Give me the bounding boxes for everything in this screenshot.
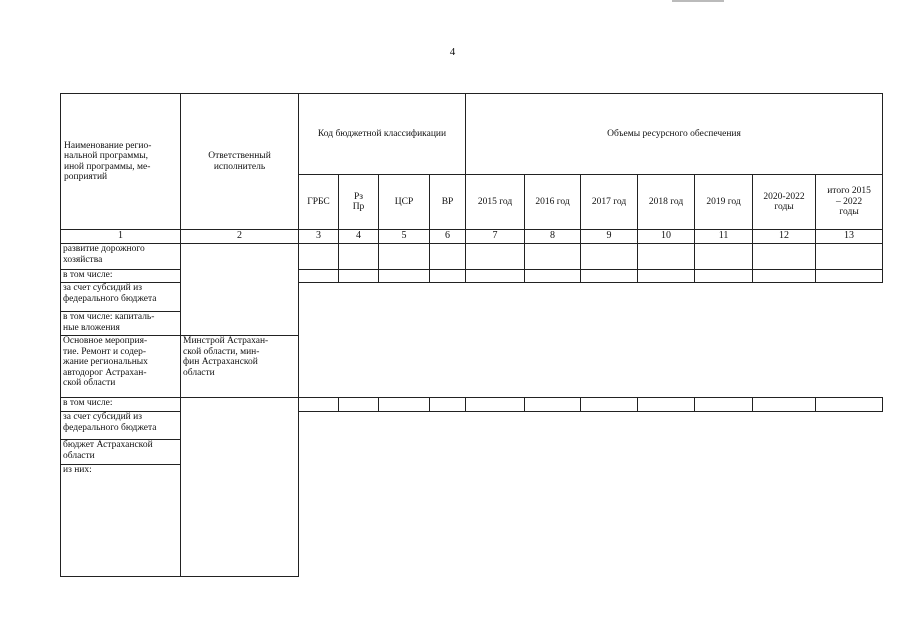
header-2019: 2019 год — [695, 175, 753, 230]
top-edge-mark — [672, 0, 724, 2]
table-row — [61, 336, 883, 398]
header-grbs: ГРБС — [299, 175, 339, 230]
col-num: 6 — [430, 230, 466, 244]
header-2020-2022: 2020-2022 годы — [753, 175, 816, 230]
col-num: 2 — [181, 230, 299, 244]
executor-cell — [181, 398, 299, 577]
col-num: 7 — [466, 230, 525, 244]
header-executor: Ответственный исполнитель — [181, 94, 299, 230]
col-num: 13 — [816, 230, 883, 244]
header-name: Наименование регио- нальной программы, иной программы, ме- роприятий — [61, 94, 181, 230]
row-label: развитие дорожного хозяйства — [61, 244, 181, 270]
executor-label: Минстрой Астрахан- ской области, мин- фин Астраханской области — [181, 336, 299, 398]
table-row — [61, 398, 883, 412]
row-label: бюджет Астраханской области — [61, 440, 181, 465]
header-budget-code: Код бюджетной классификации — [299, 94, 466, 175]
row-label: за счет субсидий из федерального бюджета — [61, 412, 181, 440]
row-label: в том числе: — [61, 398, 181, 412]
header-2016: 2016 год — [525, 175, 581, 230]
row-label: из них: — [61, 465, 181, 577]
col-num: 11 — [695, 230, 753, 244]
col-num: 12 — [753, 230, 816, 244]
header-2018: 2018 год — [638, 175, 695, 230]
header-rzpr: Рз Пр — [339, 175, 379, 230]
header-2015: 2015 год — [466, 175, 525, 230]
row-label: Основное мероприя- тие. Ремонт и содер- жание региональных автодорог Астрахан- ской области — [61, 336, 181, 398]
col-num: 3 — [299, 230, 339, 244]
budget-table — [60, 93, 883, 577]
header-csr: ЦСР — [379, 175, 430, 230]
table-row — [61, 244, 883, 270]
executor-cell — [181, 244, 299, 336]
header-total: итого 2015 – 2022 годы — [816, 175, 883, 230]
header-2017: 2017 год — [581, 175, 638, 230]
page-number: 4 — [449, 46, 456, 58]
column-number-row — [61, 230, 883, 244]
col-num: 4 — [339, 230, 379, 244]
col-num: 9 — [581, 230, 638, 244]
header-resources: Объемы ресурсного обеспечения — [466, 94, 883, 175]
row-label: за счет субсидий из федерального бюджета — [61, 283, 181, 312]
header-vr: ВР — [430, 175, 466, 230]
row-label: в том числе: капиталь- ные вложения — [61, 312, 181, 336]
col-num: 1 — [61, 230, 181, 244]
col-num: 8 — [525, 230, 581, 244]
col-num: 5 — [379, 230, 430, 244]
col-num: 10 — [638, 230, 695, 244]
row-label: в том числе: — [61, 270, 181, 283]
